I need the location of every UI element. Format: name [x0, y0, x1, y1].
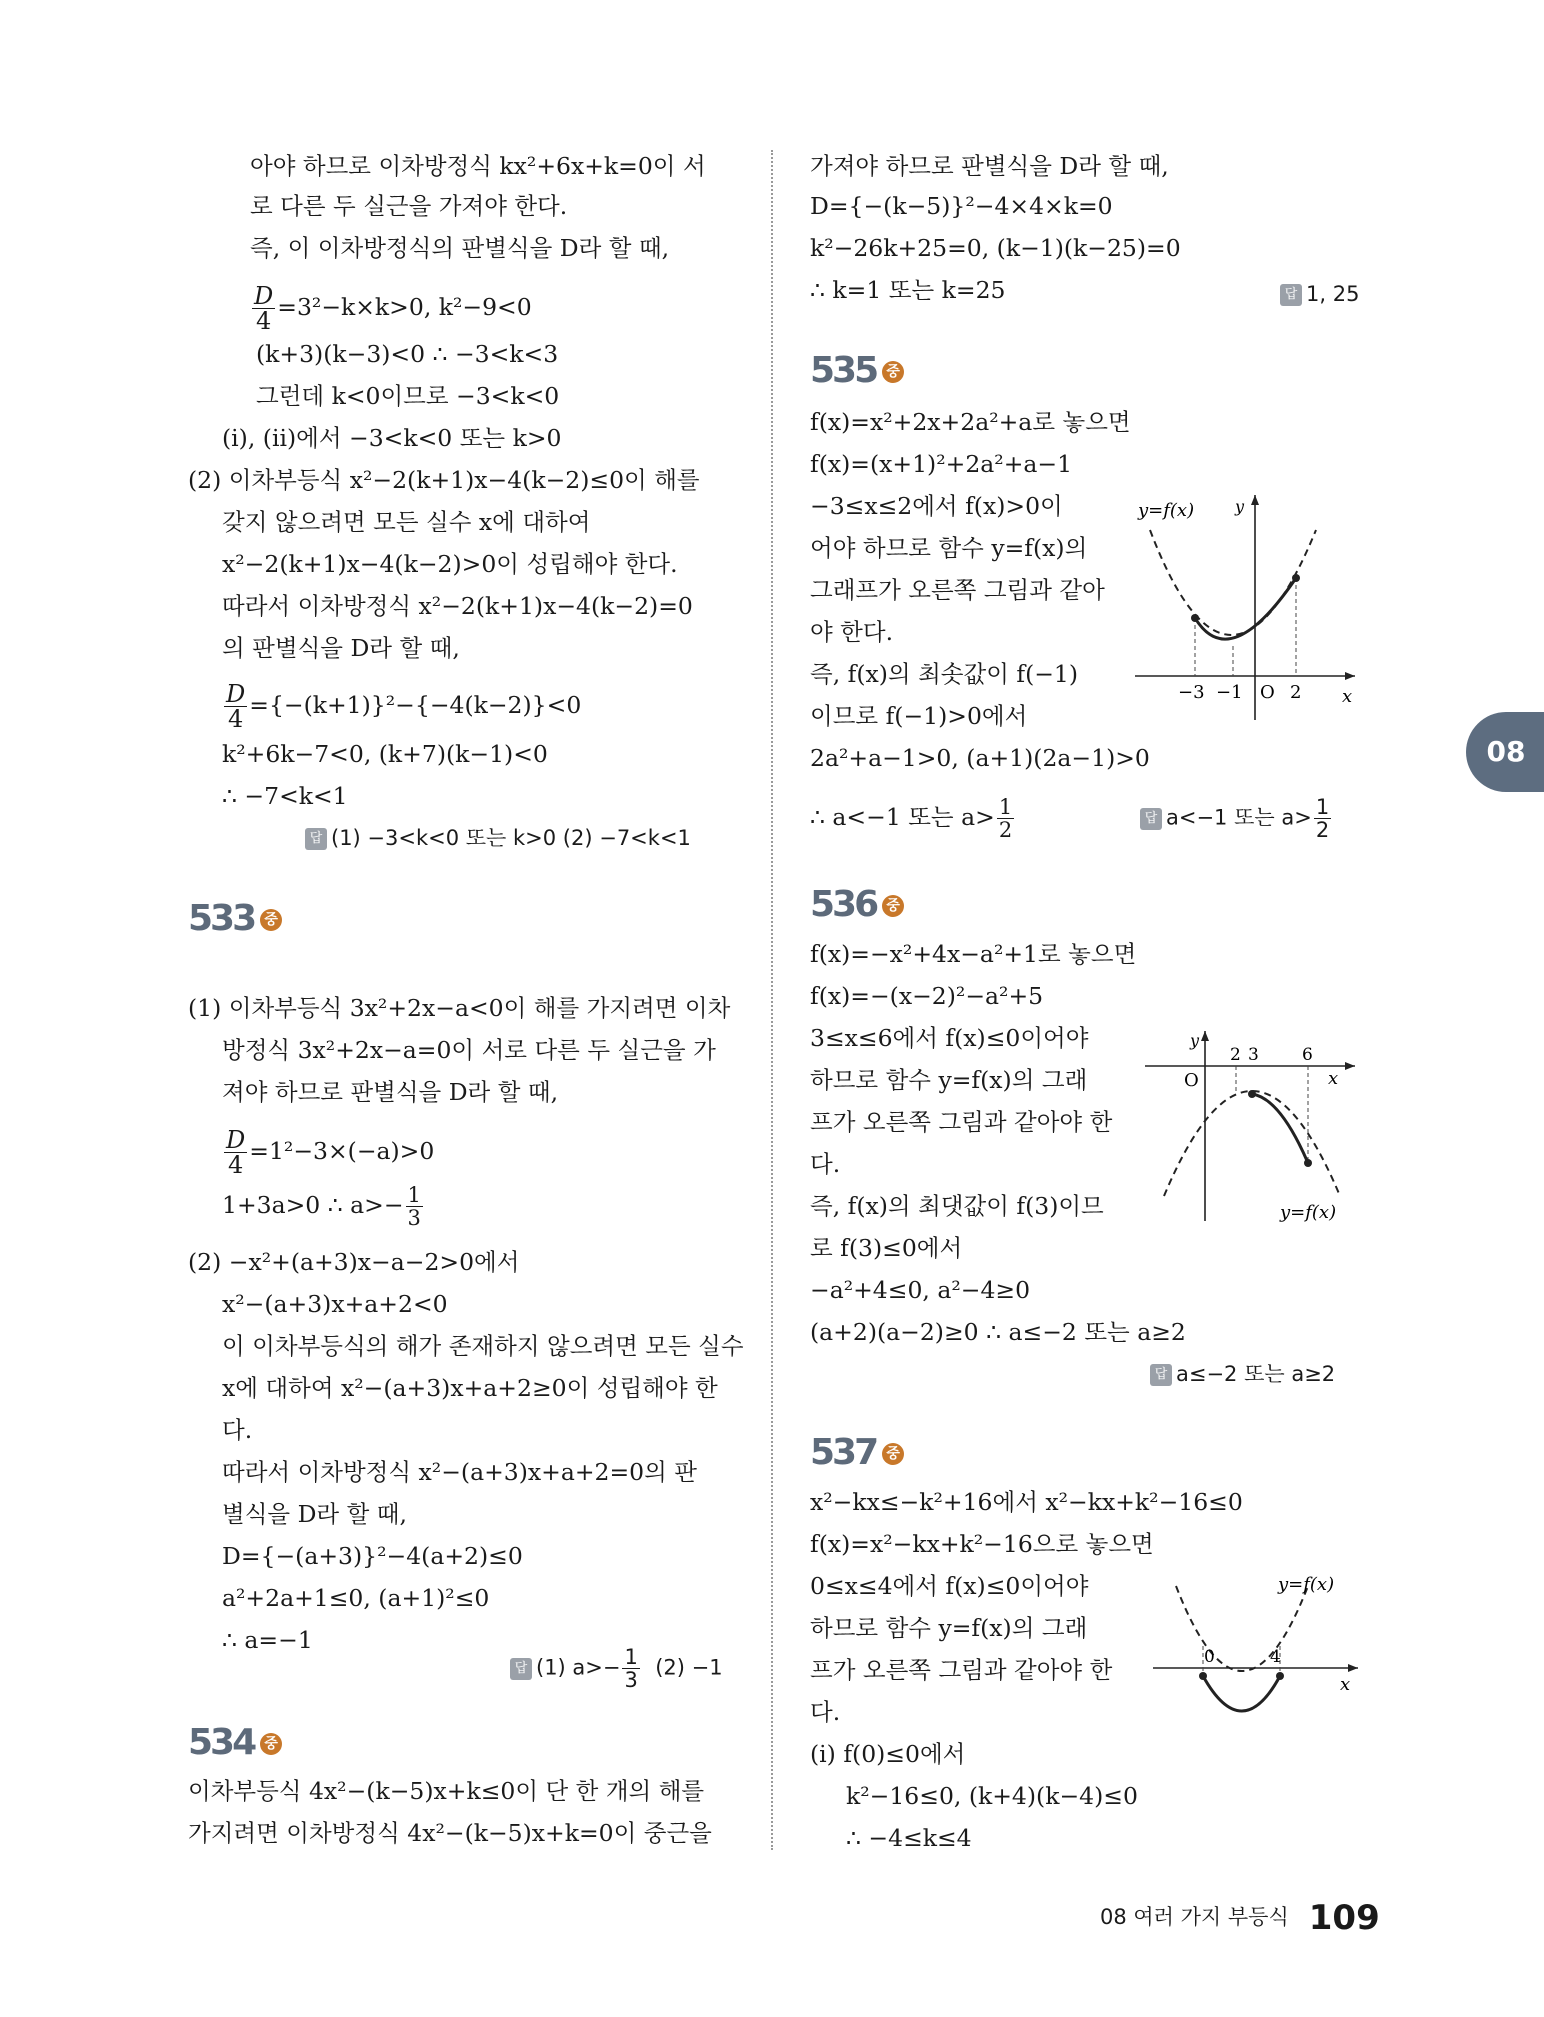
tick-label-6: 6 [1302, 1045, 1313, 1065]
p536-line-10: (a+2)(a−2)≥0 ∴ a≤−2 또는 a≥2 [810, 1318, 1186, 1346]
p532-line-6: 그런데 k<0이므로 −3<k<0 [256, 382, 560, 410]
p533-line-11: 따라서 이차방정식 x²−(a+3)x+a+2=0의 판 [222, 1458, 698, 1486]
p534-line-1: 이차부등식 4x²−(k−5)x+k≤0이 단 한 개의 해를 [188, 1777, 705, 1805]
tick-label-0: 0 [1204, 1647, 1215, 1667]
endpoint-left [1199, 1672, 1207, 1680]
fraction-d-over-4: $\frac{D}{4}$ [254, 282, 274, 335]
p536-line-4: 하므로 함수 y=f(x)의 그래 [810, 1066, 1088, 1094]
problem-number-533: 533 중 [188, 898, 282, 939]
y-arrow-icon [1251, 495, 1259, 505]
x-axis-label: x [1328, 1068, 1339, 1089]
parabola-solid-segment [1252, 1094, 1308, 1163]
p532-line-15: ∴ −7<k<1 [222, 782, 348, 810]
p535-line-9: 2a²+a−1>0, (a+1)(2a−1)>0 [810, 744, 1150, 772]
p532-line-8: (2) 이차부등식 x²−2(k+1)x−4(k−2)≤0이 해를 [188, 466, 700, 494]
y-axis-label: y [1235, 497, 1245, 516]
p535-line-10: ∴ a<−1 또는 a> $\frac{1}{2}$ [810, 795, 1013, 842]
endpoint-left [1248, 1090, 1256, 1098]
p537-line-4: 하므로 함수 y=f(x)의 그래 [810, 1614, 1088, 1642]
p532-line-7: (i), (ii)에서 −3<k<0 또는 k>0 [222, 424, 562, 452]
answer-532: 답 (1) −3<k<0 또는 k>0 (2) −7<k<1 [305, 822, 691, 854]
p534-cont-line-4: ∴ k=1 또는 k=25 [810, 276, 1006, 304]
graph-536 [1140, 1026, 1365, 1236]
p535-line-8: 이므로 f(−1)>0에서 [810, 702, 1028, 730]
fraction-one-third: $\frac{1}{3}$ [624, 1645, 638, 1692]
p533-line-8: 이 이차부등식의 해가 존재하지 않으려면 모든 실수 [222, 1332, 744, 1360]
p533-line-10: 다. [222, 1416, 253, 1444]
difficulty-badge-icon: 중 [260, 1733, 282, 1755]
graph-label: y=f(x) [1280, 1202, 1337, 1223]
answer-tag-icon: 답 [1150, 1364, 1172, 1386]
fraction-d-over-4: $\frac{D}{4}$ [226, 1126, 246, 1179]
p533-line-3: 져야 하므로 판별식을 D라 할 때, [222, 1078, 559, 1106]
p534-cont-line-3: k²−26k+25=0, (k−1)(k−25)=0 [810, 234, 1181, 262]
endpoint-right [1292, 574, 1300, 582]
p533-line-15: ∴ a=−1 [222, 1626, 313, 1654]
p532-line-4: $\frac{D}{4}$ =3²−k×k>0, k²−9<0 [254, 282, 532, 335]
graph-535 [1130, 490, 1360, 730]
p532-line-13: $\frac{D}{4}$ ={−(k+1)}²−{−4(k−2)}<0 [226, 680, 582, 733]
p537-line-3: 0≤x≤4에서 f(x)≤0이어야 [810, 1572, 1089, 1600]
fraction-one-half: $\frac{1}{2}$ [998, 795, 1013, 842]
fraction-one-third: $\frac{1}{3}$ [407, 1183, 421, 1230]
fraction-d-over-4: $\frac{D}{4}$ [226, 680, 246, 733]
page-number: 109 [1308, 1898, 1380, 1938]
p535-line-3: −3≤x≤2에서 f(x)>0이 [810, 492, 1063, 520]
p535-line-1: f(x)=x²+2x+2a²+a로 놓으면 [810, 408, 1131, 436]
difficulty-badge-icon: 중 [260, 909, 282, 931]
answer-tag-icon: 답 [1280, 284, 1302, 306]
difficulty-badge-icon: 중 [882, 1443, 904, 1465]
parabola-solid-segment [1203, 1676, 1280, 1711]
problem-number-536: 536 중 [810, 884, 904, 925]
p534-line-2: 가지려면 이차방정식 4x²−(k−5)x+k=0이 중근을 [188, 1819, 712, 1847]
y-arrow-icon [1201, 1031, 1209, 1041]
p536-line-8: 로 f(3)≤0에서 [810, 1234, 963, 1262]
difficulty-badge-icon: 중 [882, 361, 904, 383]
chapter-side-tab: 08 [1466, 712, 1544, 792]
origin-label: O [1184, 1070, 1199, 1091]
p537-line-9: ∴ −4≤k≤4 [846, 1824, 972, 1852]
p536-line-7: 즉, f(x)의 최댓값이 f(3)이므 [810, 1192, 1104, 1220]
p532-line-12: 의 판별식을 D라 할 때, [222, 634, 460, 662]
p535-line-6: 야 한다. [810, 618, 894, 646]
p537-line-1: x²−kx≤−k²+16에서 x²−kx+k²−16≤0 [810, 1488, 1243, 1516]
p533-line-9: x에 대하여 x²−(a+3)x+a+2≥0이 성립해야 한 [222, 1374, 718, 1402]
problem-number-537: 537 중 [810, 1432, 904, 1473]
p534-cont-line-2: D={−(k−5)}²−4×4×k=0 [810, 192, 1113, 220]
tick-label-4: 4 [1270, 1647, 1281, 1667]
graph-537 [1148, 1566, 1368, 1726]
endpoint-left [1191, 614, 1199, 622]
endpoint-right [1276, 1672, 1284, 1680]
p532-line-2: 로 다른 두 실근을 가져야 한다. [250, 192, 568, 220]
x-arrow-icon [1345, 672, 1355, 680]
tick-label-2: 2 [1290, 682, 1302, 703]
column-divider [771, 150, 773, 1850]
difficulty-badge-icon: 중 [882, 895, 904, 917]
p537-line-6: 다. [810, 1698, 841, 1726]
p533-line-5: 1+3a>0 ∴ a>− $\frac{1}{3}$ [222, 1183, 421, 1230]
p535-line-2: f(x)=(x+1)²+2a²+a−1 [810, 450, 1073, 478]
answer-535: 답 a<−1 또는 a> $\frac{1}{2}$ [1140, 796, 1333, 841]
parabola-dashed [1176, 1586, 1308, 1671]
p532-line-5: (k+3)(k−3)<0 ∴ −3<k<3 [256, 340, 559, 368]
origin-label: O [1260, 682, 1275, 703]
tick-label-3: 3 [1248, 1045, 1259, 1065]
p536-line-2: f(x)=−(x−2)²−a²+5 [810, 982, 1044, 1010]
problem-number-535: 535 중 [810, 350, 904, 391]
graph-label: y=f(x) [1278, 1574, 1335, 1595]
graph-label: y=f(x) [1138, 500, 1195, 521]
x-arrow-icon [1348, 1664, 1358, 1672]
p537-line-7: (i) f(0)≤0에서 [810, 1740, 966, 1768]
endpoint-right [1304, 1159, 1312, 1167]
p532-line-11: 따라서 이차방정식 x²−2(k+1)x−4(k−2)=0 [222, 592, 693, 620]
p535-line-5: 그래프가 오른쪽 그림과 같아 [810, 576, 1105, 604]
p532-line-9: 갖지 않으려면 모든 실수 x에 대하여 [222, 508, 591, 536]
tick-label-minus1: −1 [1216, 682, 1243, 703]
p532-line-1: 아야 하므로 이차방정식 kx²+6x+k=0이 서 [250, 152, 706, 180]
tick-label-2: 2 [1230, 1045, 1241, 1065]
x-axis-label: x [1340, 1674, 1351, 1695]
p533-line-1: (1) 이차부등식 3x²+2x−a<0이 해를 가지려면 이차 [188, 994, 731, 1022]
p533-line-7: x²−(a+3)x+a+2<0 [222, 1290, 448, 1318]
p536-line-5: 프가 오른쪽 그림과 같아야 한 [810, 1108, 1113, 1136]
p537-line-8: k²−16≤0, (k+4)(k−4)≤0 [846, 1782, 1138, 1810]
p537-line-2: f(x)=x²−kx+k²−16으로 놓으면 [810, 1530, 1154, 1558]
p536-line-1: f(x)=−x²+4x−a²+1로 놓으면 [810, 940, 1137, 968]
answer-534: 답 1, 25 [1280, 278, 1359, 310]
p536-line-6: 다. [810, 1150, 841, 1178]
p535-line-7: 즉, f(x)의 최솟값이 f(−1) [810, 660, 1079, 688]
footer-chapter-title: 08 여러 가지 부등식 [1100, 1905, 1289, 1929]
p532-line-14: k²+6k−7<0, (k+7)(k−1)<0 [222, 740, 548, 768]
x-arrow-icon [1345, 1062, 1355, 1070]
answer-tag-icon: 답 [305, 828, 327, 850]
p533-line-14: a²+2a+1≤0, (a+1)²≤0 [222, 1584, 490, 1612]
p533-line-4: $\frac{D}{4}$ =1²−3×(−a)>0 [226, 1126, 435, 1179]
fraction-one-half: $\frac{1}{2}$ [1315, 795, 1330, 842]
p532-line-3: 즉, 이 이차방정식의 판별식을 D라 할 때, [250, 234, 670, 262]
problem-number-534: 534 중 [188, 1722, 282, 1763]
tick-label-minus3: −3 [1178, 682, 1205, 703]
p533-line-13: D={−(a+3)}²−4(a+2)≤0 [222, 1542, 523, 1570]
p533-line-2: 방정식 3x²+2x−a=0이 서로 다른 두 실근을 가 [222, 1036, 716, 1064]
x-axis-label: x [1342, 686, 1353, 707]
p535-line-4: 어야 하므로 함수 y=f(x)의 [810, 534, 1088, 562]
answer-tag-icon: 답 [510, 1658, 532, 1680]
p536-line-3: 3≤x≤6에서 f(x)≤0이어야 [810, 1024, 1089, 1052]
parabola-solid-segment [1195, 578, 1296, 639]
p533-line-12: 별식을 D라 할 때, [222, 1500, 407, 1528]
answer-536: 답 a≤−2 또는 a≥2 [1150, 1358, 1335, 1390]
p534-cont-line-1: 가져야 하므로 판별식을 D라 할 때, [810, 152, 1169, 180]
p537-line-5: 프가 오른쪽 그림과 같아야 한 [810, 1656, 1113, 1684]
p533-line-6: (2) −x²+(a+3)x−a−2>0에서 [188, 1248, 520, 1276]
p532-line-10: x²−2(k+1)x−4(k−2)>0이 성립해야 한다. [222, 550, 678, 578]
y-axis-label: y [1190, 1031, 1200, 1050]
parabola-dashed [1164, 1091, 1340, 1196]
answer-tag-icon: 답 [1140, 808, 1162, 830]
answer-533: 답 (1) a>− $\frac{1}{3}$ (2) −1 [510, 1646, 723, 1691]
page-footer [1100, 1898, 1380, 1938]
p536-line-9: −a²+4≤0, a²−4≥0 [810, 1276, 1031, 1304]
